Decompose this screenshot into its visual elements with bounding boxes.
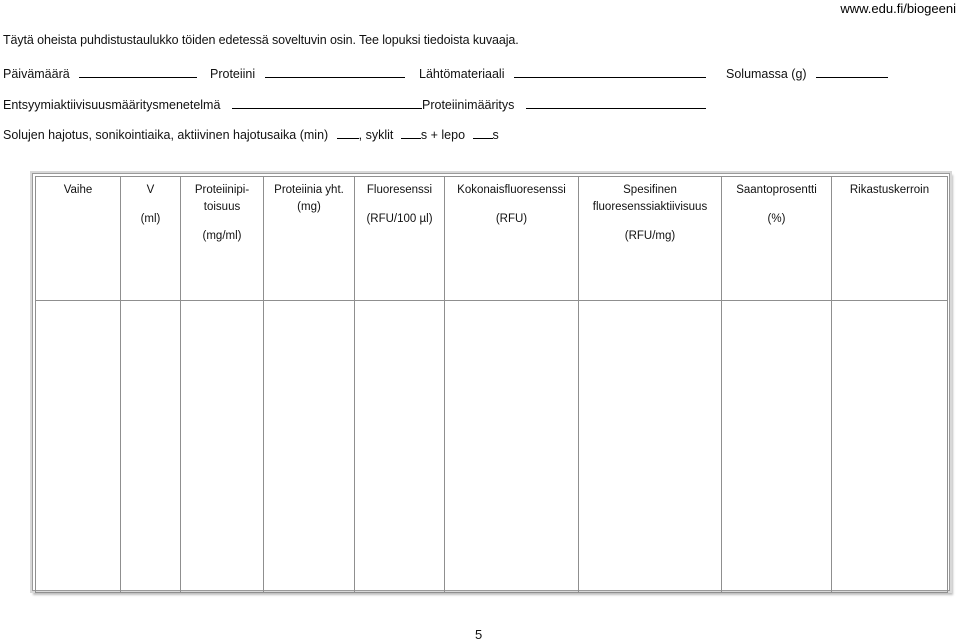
source-field xyxy=(419,65,706,81)
column-header-text: Proteiinipi- xyxy=(194,184,250,196)
s-label: s xyxy=(492,128,499,142)
column-header xyxy=(36,177,121,301)
column-header xyxy=(832,177,948,301)
column-header-text: Spesifinen xyxy=(623,184,677,196)
source-blank[interactable] xyxy=(514,65,706,78)
lysis-label: Solujen hajotus, sonikointiaika, aktiivinen hajotusaika (min) xyxy=(3,128,329,142)
header-spacer xyxy=(722,199,831,211)
column-header-text: Vaihe xyxy=(63,184,93,196)
header-spacer xyxy=(355,199,444,211)
s-plus-rest-label: s + lepo xyxy=(420,128,466,142)
protein-assay-field xyxy=(422,96,706,112)
column-header xyxy=(121,177,181,301)
source-label: Lähtömateriaali xyxy=(419,67,505,81)
site-url[interactable]: www.edu.fi/biogeeni xyxy=(840,1,956,16)
purification-table xyxy=(35,176,948,593)
column-header-text: (RFU/mg) xyxy=(624,230,676,242)
date-field xyxy=(3,65,197,81)
column-header-text: toisuus xyxy=(203,201,241,213)
instructions-text: Täytä oheista puhdistustaulukko töiden edetessä soveltuvin osin. Tee lopuksi tiedoista kuvaaja. xyxy=(3,33,519,47)
activity-method-field xyxy=(3,96,422,112)
column-header-text: Saantoprosentti xyxy=(736,184,817,196)
protein-label: Proteiini xyxy=(210,67,256,81)
column-header-text: (mg/ml) xyxy=(202,230,242,242)
activity-method-blank[interactable] xyxy=(232,96,422,109)
mass-label: Solumassa (g) xyxy=(726,67,807,81)
column-header-text: (RFU) xyxy=(495,213,528,225)
table-cell[interactable] xyxy=(832,301,948,593)
table-cell[interactable] xyxy=(579,301,722,593)
column-header-text: (%) xyxy=(767,213,786,225)
lysis-time-blank[interactable] xyxy=(337,126,359,139)
mass-field xyxy=(726,65,888,81)
table-row xyxy=(36,301,948,593)
header-spacer xyxy=(181,216,263,228)
table-cell[interactable] xyxy=(355,301,445,593)
table-cell[interactable] xyxy=(36,301,121,593)
column-header xyxy=(181,177,264,301)
table-cell[interactable] xyxy=(722,301,832,593)
column-header-text: fluoresenssiaktiivisuus xyxy=(592,201,708,213)
column-header xyxy=(355,177,445,301)
rest-blank[interactable] xyxy=(473,126,493,139)
purification-table-frame xyxy=(32,173,950,591)
page-number: 5 xyxy=(475,627,483,642)
protein-assay-label: Proteiinimääritys xyxy=(422,98,515,112)
column-header-text: V xyxy=(146,184,155,196)
cycles-label: , syklit xyxy=(358,128,394,142)
column-header xyxy=(579,177,722,301)
table-cell[interactable] xyxy=(181,301,264,593)
activity-method-label: Entsyymiaktiivisuusmääritysmenetelmä xyxy=(3,98,221,112)
cycles-blank[interactable] xyxy=(401,126,421,139)
form-row-3 xyxy=(3,126,499,142)
protein-assay-blank[interactable] xyxy=(526,96,706,109)
column-header xyxy=(722,177,832,301)
table-cell[interactable] xyxy=(264,301,355,593)
column-header-text: Proteiinia yht. xyxy=(274,184,344,196)
table-cell[interactable] xyxy=(445,301,579,593)
table-cell[interactable] xyxy=(121,301,181,593)
column-header-text: Fluoresenssi xyxy=(366,184,433,196)
column-header xyxy=(445,177,579,301)
column-header-text: (mg) xyxy=(297,201,321,213)
column-header xyxy=(264,177,355,301)
column-header-text: (RFU/100 µl) xyxy=(366,213,433,225)
header-spacer xyxy=(121,199,180,211)
column-header-text: Kokonaisfluoresenssi xyxy=(457,184,566,196)
protein-field xyxy=(210,65,405,81)
date-label: Päivämäärä xyxy=(3,67,70,81)
mass-blank[interactable] xyxy=(816,65,888,78)
protein-blank[interactable] xyxy=(265,65,405,78)
date-blank[interactable] xyxy=(79,65,197,78)
column-header-text: (ml) xyxy=(140,213,161,225)
column-header-text: Rikastuskerroin xyxy=(849,184,930,196)
header-spacer xyxy=(445,199,578,211)
table-header-row xyxy=(36,177,948,301)
header-spacer xyxy=(579,216,721,228)
